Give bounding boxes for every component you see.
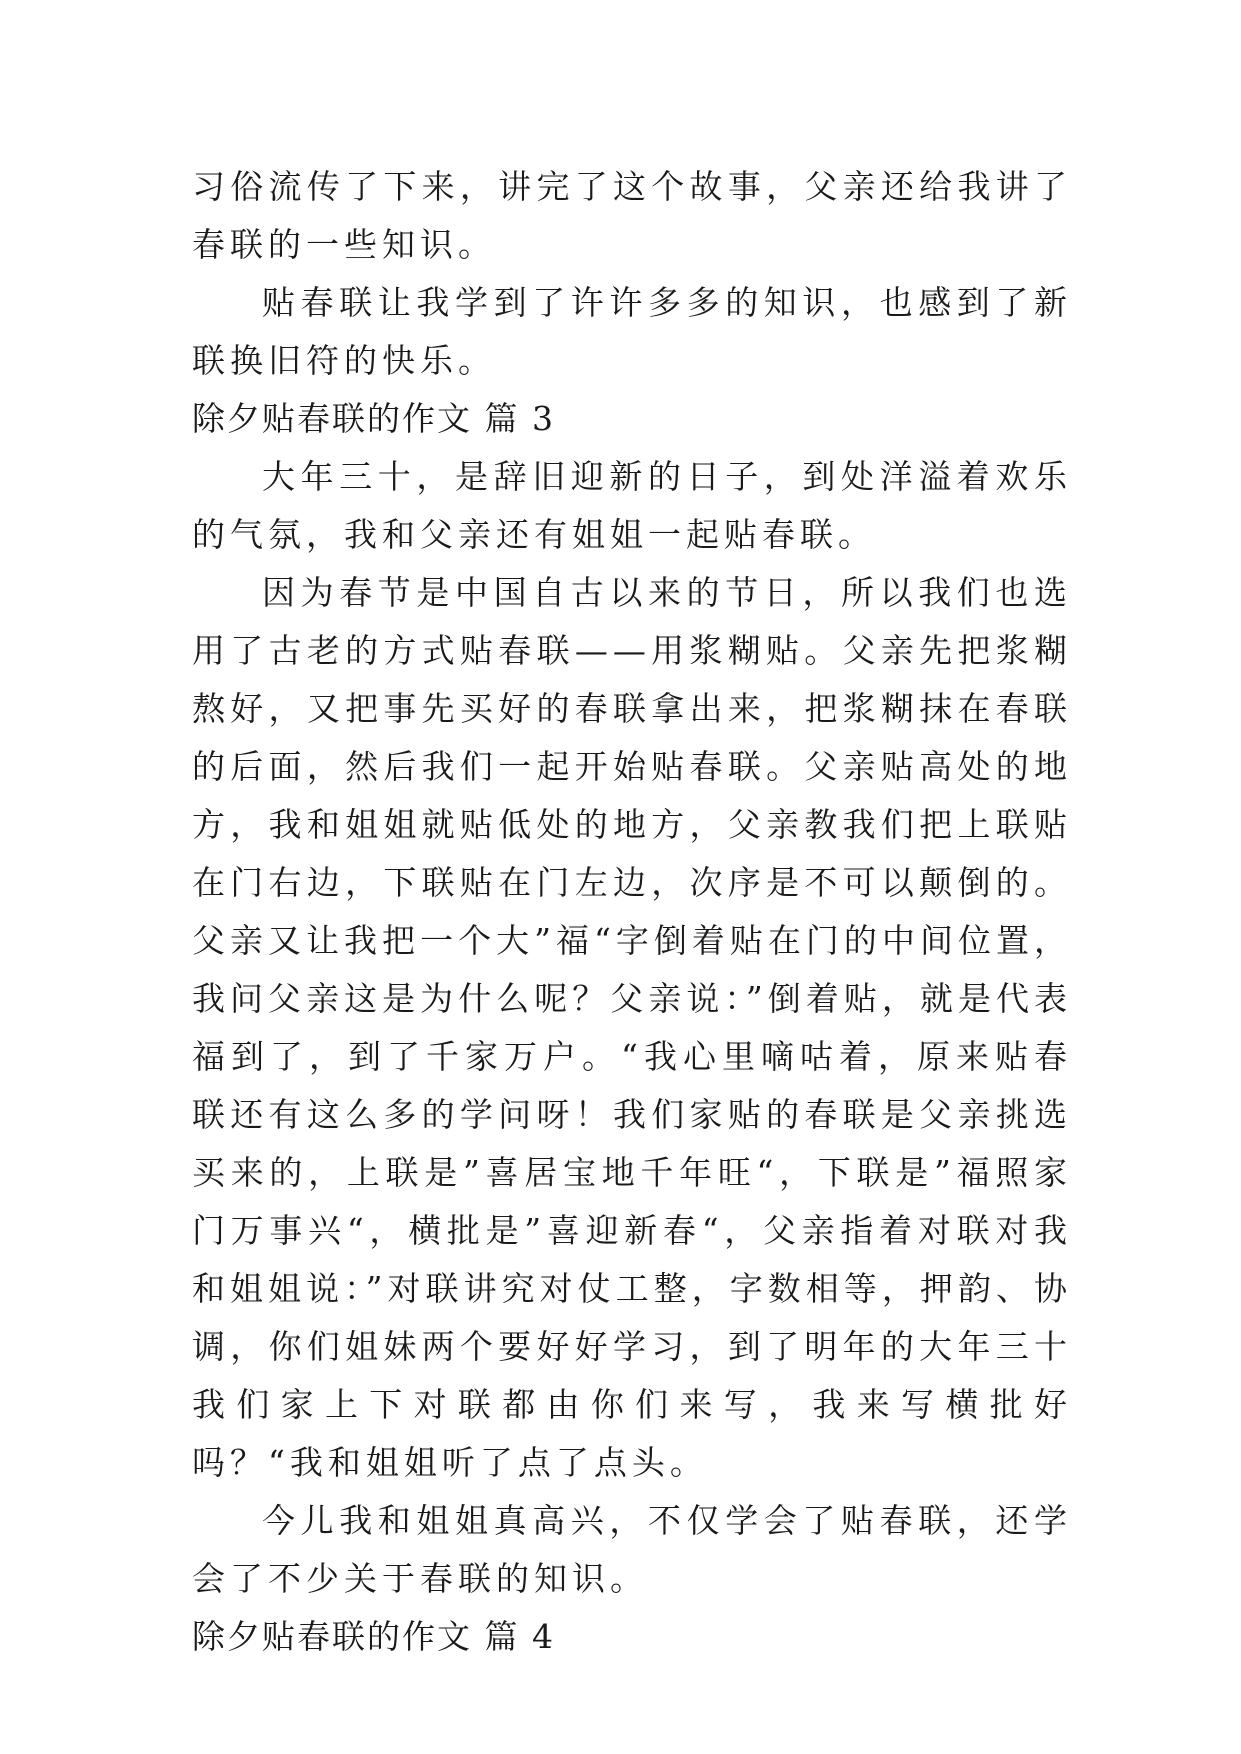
paragraph-custom-story-end: 习俗流传了下来，讲完了这个故事，父亲还给我讲了春联的一些知识。	[192, 167, 1072, 264]
section-heading-part-3: 除夕贴春联的作文 篇 3	[192, 399, 555, 438]
paragraph-learned-knowledge: 贴春联让我学到了许许多多的知识，也感到了新联换旧符的快乐。	[192, 283, 1072, 380]
section-heading-part-4: 除夕贴春联的作文 篇 4	[192, 1617, 555, 1656]
paragraph-new-year-eve: 大年三十，是辞旧迎新的日子，到处洋溢着欢乐的气氛，我和父亲还有姐姐一起贴春联。	[192, 457, 1072, 554]
document-body	[192, 158, 1072, 1666]
paragraph-happy-conclusion: 今儿我和姐姐真高兴，不仅学会了贴春联，还学会了不少关于春联的知识。	[192, 1501, 1072, 1598]
paragraph-pasting-couplets: 因为春节是中国自古以来的节日，所以我们也选用了古老的方式贴春联——用浆糊贴。父亲先把浆糊熬好，又把事先买好的春联拿出来，把浆糊抹在春联的后面，然后我们一起开始贴春联。父亲贴高处的地方，我和姐姐就贴低处的地方，父亲教我们把上联贴在门右边，下联贴在门左边，次序是不可以颠倒的。父亲又让我把一个大”福“字倒着贴在门的中间位置，我问父亲这是为什么呢？父亲说：”倒着贴，就是代表福到了，到了千家万户。“我心里嘀咕着，原来贴春联还有这么多的学问呀！我们家贴的春联是父亲挑选买来的，上联是”喜居宝地千年旺“，下联是”福照家门万事兴“，横批是”喜迎新春“，父亲指着对联对我和姐姐说：”对联讲究对仗工整，字数相等，押韵、协调，你们姐妹两个要好好学习，到了明年的大年三十我们家上下对联都由你们来写，我来写横批好吗？“我和姐姐听了点了点头。	[192, 573, 1072, 1482]
